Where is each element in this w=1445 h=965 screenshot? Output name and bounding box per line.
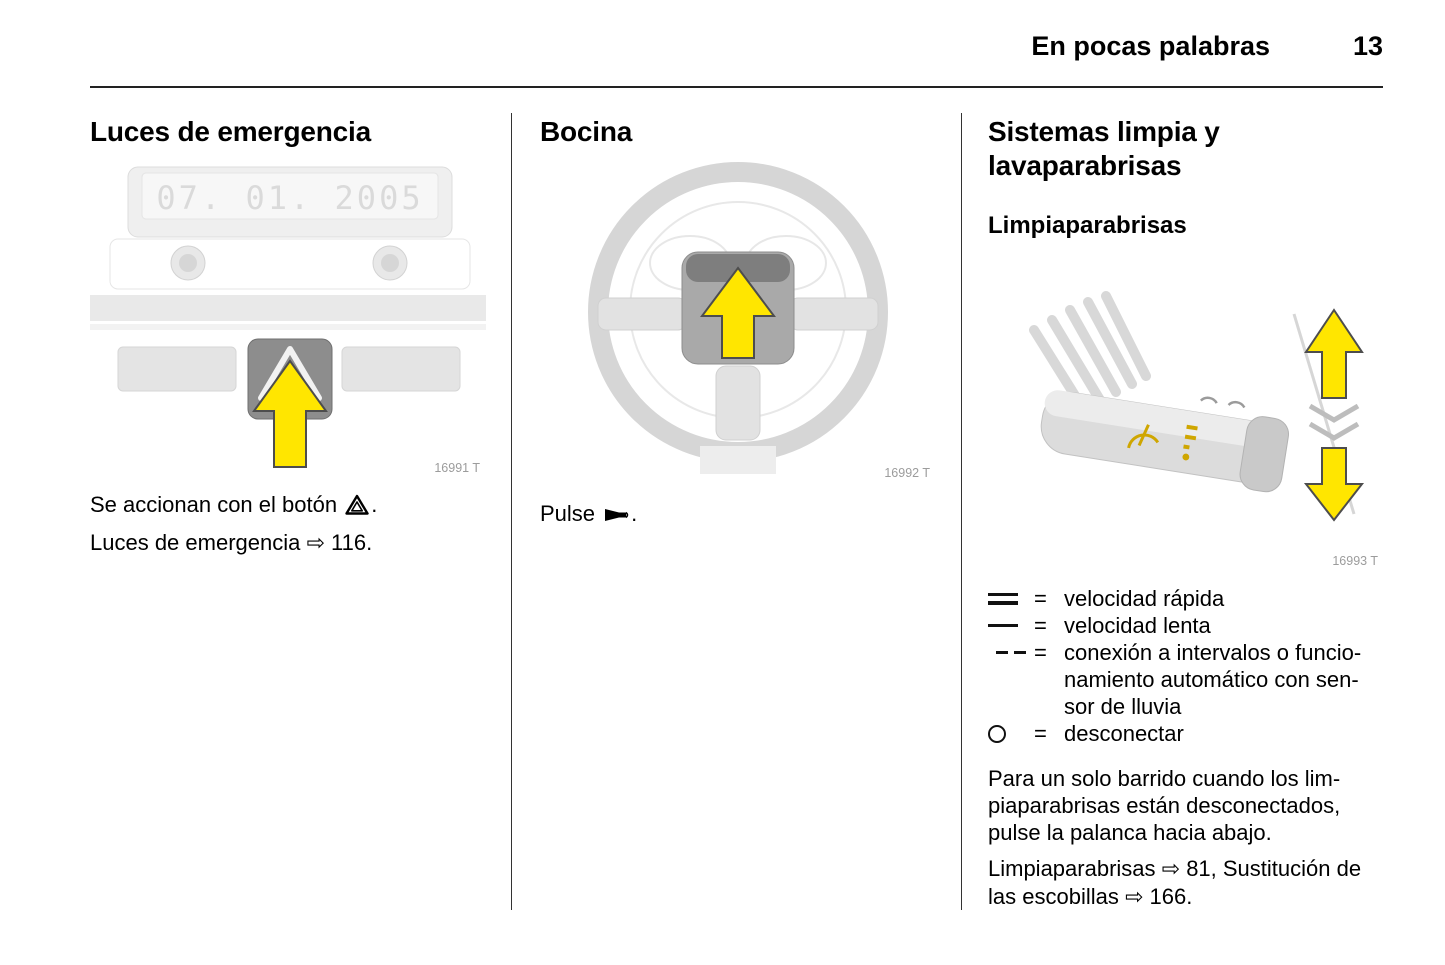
legend-text-line: namiento automático con sen- xyxy=(1064,667,1359,692)
column-title: Bocina xyxy=(540,116,633,147)
reference-arrow-icon: ⇨ xyxy=(1161,857,1181,882)
legend-text-line: conexión a intervalos o funcio- xyxy=(1064,640,1362,665)
figure-steering-wheel xyxy=(540,160,936,482)
equals-sign: = xyxy=(1034,613,1047,638)
legend-row-fast xyxy=(988,585,1384,612)
wiper-speed-legend xyxy=(988,585,1384,747)
lamp-symbols-icon xyxy=(1201,397,1245,408)
dashed-line-icon xyxy=(988,639,1034,666)
single-wipe-paragraph xyxy=(988,765,1340,846)
legend-text-line: sor de lluvia xyxy=(1064,694,1182,719)
header-rule xyxy=(90,86,1383,88)
hazard-dashboard-illustration xyxy=(90,165,486,477)
wiper-references xyxy=(988,855,1384,911)
figure-wiper-stalk xyxy=(988,252,1384,570)
wiper-stalk-illustration xyxy=(988,252,1384,570)
hazard-reference xyxy=(90,529,372,557)
hazard-triangle-icon xyxy=(345,494,369,515)
equals-sign: = xyxy=(1034,721,1047,746)
hazard-reference-page: 116. xyxy=(324,530,373,555)
wiper-subtitle: Limpiaparabrisas xyxy=(988,212,1187,239)
reference-text: 166. xyxy=(1143,884,1193,909)
clock-display-text: 07. 01. 2005 xyxy=(156,179,424,217)
page-number: 13 xyxy=(1352,31,1383,61)
legend-row-slow xyxy=(988,612,1384,639)
period: . xyxy=(631,501,638,526)
equals-sign: = xyxy=(1034,640,1047,665)
legend-text: desconectar xyxy=(1064,721,1184,746)
reference-text: 81, Sustitución de las escobillas xyxy=(988,856,1362,909)
reference-text: Limpiaparabrisas xyxy=(988,856,1162,881)
column-divider-left xyxy=(511,113,512,910)
column-title: Luces de emergencia xyxy=(90,116,371,147)
period: . xyxy=(371,492,378,517)
paragraph-line: piaparabrisas están desconectados, xyxy=(988,793,1341,818)
figure-number: 16993 T xyxy=(1332,554,1378,568)
paragraph-line: pulse la palanca hacia abajo. xyxy=(988,820,1272,845)
legend-row-interval xyxy=(988,639,1384,720)
figure-number: 16992 T xyxy=(884,466,930,480)
legend-row-off xyxy=(988,720,1384,747)
reference-arrow-icon: ⇨ xyxy=(306,531,325,556)
equals-sign: = xyxy=(1034,586,1047,611)
hazard-instruction-text: Se accionan con el botón xyxy=(90,492,344,517)
steering-wheel-illustration xyxy=(540,160,936,482)
hazard-instruction xyxy=(90,491,377,518)
chevron-marks xyxy=(1310,406,1358,438)
single-line-icon xyxy=(988,612,1034,639)
legend-text: velocidad lenta xyxy=(1064,613,1211,638)
column-divider-right xyxy=(961,113,962,910)
reference-arrow-icon: ⇨ xyxy=(1124,885,1144,910)
legend-text: velocidad rápida xyxy=(1064,586,1225,611)
paragraph-line: Para un solo barrido cuando los lim- xyxy=(988,766,1341,791)
legend-text xyxy=(1064,639,1384,720)
double-line-icon xyxy=(988,585,1034,612)
horn-icon xyxy=(603,506,629,524)
circle-icon xyxy=(988,720,1034,747)
horn-instruction xyxy=(540,500,637,527)
figure-hazard-dashboard xyxy=(90,165,486,477)
hazard-reference-text: Luces de emergencia xyxy=(90,530,307,555)
section-title: En pocas palabras xyxy=(1031,31,1270,61)
column-title: Sistemas limpia y lavaparabrisas xyxy=(988,116,1220,182)
horn-instruction-text: Pulse xyxy=(540,501,602,526)
figure-number: 16991 T xyxy=(434,461,480,475)
